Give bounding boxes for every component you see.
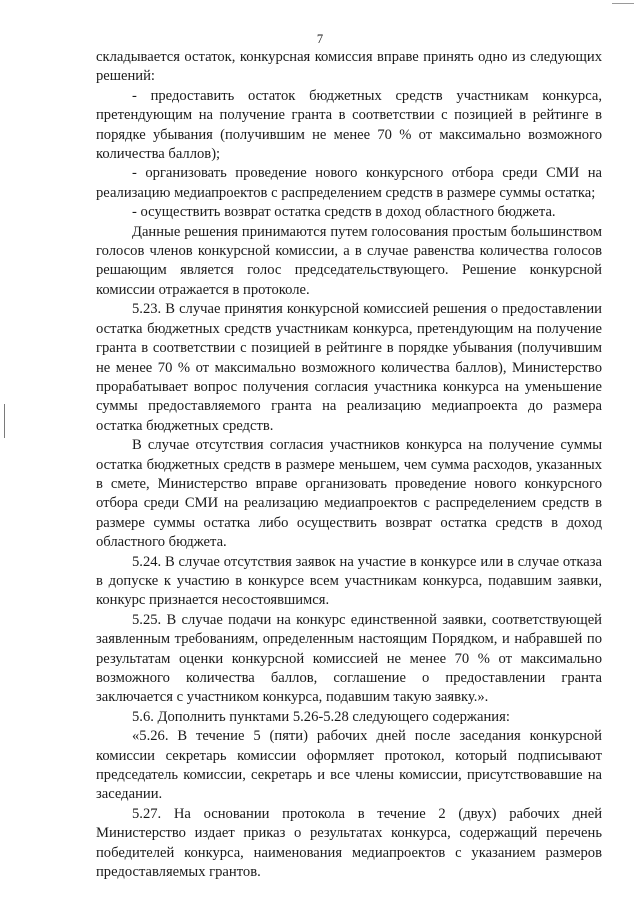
document-body bbox=[96, 48, 602, 882]
scan-edge-mark bbox=[4, 404, 5, 438]
paragraph: В случае отсутствия согласия участников конкурса на получение суммы остатка бюджетных средств в размере меньшем, чем сумма расходов, указанных в смете, Министерство вправе организовать проведение нового конкурсного отбора среди СМИ на реализацию медиапроектов с распределением средств в размере суммы остатка либо осуществить возврат остатка средств в доход областного бюджета. bbox=[96, 437, 602, 551]
paragraph: 5.23. В случае принятия конкурсной комиссией решения о предоставлении остатка бюджетных средств участникам конкурса, претендующим на получение гранта в соответствии с позицией в рейтинге в порядке убывания (получившим не менее 70 % от максимально возможного количества баллов), Министерство прорабатывает вопрос получения согласия участника конкурса на уменьшение суммы предоставляемого гранта на реализацию медиапроекта до размера остатка бюджетных средств. bbox=[96, 301, 602, 434]
paragraph: 5.6. Дополнить пунктами 5.26-5.28 следующего содержания: bbox=[132, 708, 510, 725]
paragraph: «5.26. В течение 5 (пяти) рабочих дней после заседания конкурсной комиссии секретарь комиссии оформляет протокол, который подписывают председатель комиссии, секретарь и все члены комиссии, присутствовавшие на заседании. bbox=[96, 728, 602, 803]
paragraph: - осуществить возврат остатка средств в доход областного бюджета. bbox=[132, 204, 556, 221]
paragraph: складывается остаток, конкурсная комиссия вправе принять одно из следующих решений: bbox=[96, 49, 602, 85]
paragraph: Данные решения принимаются путем голосования простым большинством голосов членов конкурсной комиссии, а в случае равенства количества голосов решающим является голос председательствующего. Решение конкурсной комиссии отражается в протоколе. bbox=[96, 223, 602, 298]
paragraph: 5.27. На основании протокола в течение 2 (двух) рабочих дней Министерство издает приказ о результатах конкурса, содержащий перечень победителей конкурса, наименования медиапроектов с указанием размеров предоставляемых грантов. bbox=[96, 805, 602, 881]
scan-corner-mark bbox=[612, 0, 634, 4]
paragraph: 5.25. В случае подачи на конкурс единственной заявки, соответствующей заявленным требованиям, определенным настоящим Порядком, и набравшей по результатам оценки конкурсной комиссией не менее 70 % от максимально возможного количества баллов, соглашение о предоставлении гранта заключается с участником конкурса, подавшим такую заявку.». bbox=[96, 611, 602, 706]
paragraph: - предоставить остаток бюджетных средств участникам конкурса, претендующим на получение гранта в соответствии с позицией в рейтинге в порядке убывания (получившим не менее 70 % от максимально возможного количества баллов); bbox=[96, 87, 602, 163]
page-number: 7 bbox=[316, 32, 324, 46]
paragraph: - организовать проведение нового конкурсного отбора среди СМИ на реализацию медиапроектов с распределением средств в размере суммы остатка; bbox=[96, 165, 602, 201]
paragraph: 5.24. В случае отсутствия заявок на участие в конкурсе или в случае отказа в допуске к участию в конкурсе всем участникам конкурса, подавшим заявки, конкурс признается несостоявшимся. bbox=[96, 553, 602, 609]
